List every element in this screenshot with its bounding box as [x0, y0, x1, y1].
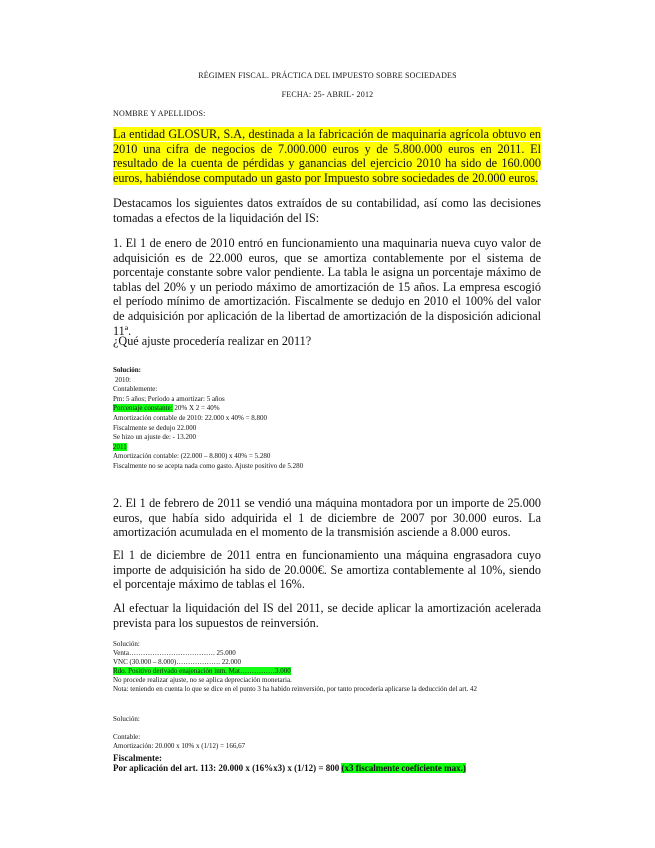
solution-1-block	[113, 366, 533, 472]
intro-lead: Destacamos los siguientes datos extraídos de su contabilidad, así como las decisiones tomadas a efectos de la liquidación del IS:	[113, 196, 541, 225]
name-label: NOMBRE Y APELLIDOS:	[113, 109, 206, 118]
solution-3-aplicacion-row	[113, 763, 466, 774]
solution-1-fiscal-2011: Fiscalmente no se acepta nada como gasto. Ajuste positivo de 5.280	[113, 461, 304, 470]
solution-3-contable: Contable:	[113, 733, 141, 741]
solution-2-heading: Solución:	[113, 640, 140, 648]
solution-2-nota: Nota: teniendo en cuenta lo que se dice en el punto 3 ha habido reinversión, por tanto procedería aplicarse la deducción del art. 42	[113, 685, 478, 693]
point-2-text-2: El 1 de diciembre de 2011 entra en funcionamiento una máquina engrasadora cuyo importe de adquisición ha sido de 20.000€. Se amortiza contablemente al 10%, siendo el porcentaje máximo de tablas el 16%.	[113, 548, 541, 592]
solution-3-aplicacion: Por aplicación del art. 113: 20.000 x (16%x3) x (1/12) = 800	[113, 763, 340, 773]
document-title: RÉGIMEN FISCAL. PRÁCTICA DEL IMPUESTO SOBRE SOCIEDADES	[198, 71, 457, 80]
solution-1-year-2011: 2011	[113, 442, 127, 451]
solution-1-ajuste: Se hizo un ajuste de: - 13.200	[113, 433, 197, 442]
solution-1-heading: Solución:	[113, 366, 142, 374]
solution-1-year-2010: 2010:	[115, 375, 131, 384]
solution-2-rdo: Rdo. Positivo derivado enajenación inm. Mat……………3.000	[113, 667, 291, 675]
solution-1-amort-2010: Amortización contable de 2010: 22.000 x 40% = 8.800	[113, 413, 268, 422]
solution-1-amort-2011: Amortización contable: (22.000 – 8.800) x 40% = 5.280	[113, 452, 271, 461]
porcentaje-value: 20% X 2 = 40%	[172, 404, 220, 413]
solution-3-heading: Solución:	[113, 715, 140, 723]
solution-2-vnc: VNC (30.000 – 8.000)………………. 22.000	[113, 658, 241, 666]
intro-highlighted-text: La entidad GLOSUR, S.A, destinada a la fabricación de maquinaria agrícola obtuvo en 2010 una cifra de negocios de 7.000.000 euros y de 5.800.000 euros en 2011. El resultado de la cuenta de pérdidas y ganancias del ejercicio 2010 ha sido de 160.000 euros, habiéndose computado un gasto por Impuesto sobre sociedades de 20.000 euros.	[113, 127, 541, 185]
porcentaje-label: Porcentaje constante:	[113, 404, 173, 413]
solution-2-rdo-row	[113, 667, 543, 676]
point-1-question: ¿Qué ajuste procedería realizar en 2011?	[113, 334, 312, 348]
solution-1-year-2011-row	[113, 443, 533, 453]
solution-1-fiscal: Fiscalmente se dedujo 22.000	[113, 423, 197, 432]
solution-1-pm: Pm: 5 años; Período a amortizar: 5 años	[113, 394, 225, 403]
intro-paragraph	[113, 127, 541, 185]
solution-3-block	[113, 733, 543, 751]
solution-1-porcentaje	[113, 404, 533, 414]
point-2-text-3: Al efectuar la liquidación del IS del 2011, se decide aplicar la amortización acelerada prevista para los supuestos de reinversión.	[113, 601, 541, 630]
solution-3-fiscal-label: Fiscalmente:	[113, 753, 162, 763]
document-date: FECHA: 25- ABRIL- 2012	[281, 90, 374, 99]
solution-3-amort: Amortización: 20.000 x 10% x (1/12) = 166,67	[113, 742, 246, 750]
point-2-text: 2. El 1 de febrero de 2011 se vendió una máquina montadora por un importe de 25.000 euros, que había sido adquirida el 1 de diciembre de 2007 por 30.000 euros. La amortización acumulada en el momento de la transmisión asciende a 8.000 euros.	[113, 496, 541, 540]
solution-3-highlight: (x3 fiscalmente coeficiente max.)	[341, 763, 466, 773]
solution-2-no-procede: No procede realizar ajuste, no se aplica depreciación monetaria.	[113, 676, 292, 684]
solution-1-contable: Contablemente:	[113, 385, 158, 394]
solution-2-block	[113, 640, 543, 694]
solution-2-venta: Venta………………………………. 25.000	[113, 649, 236, 657]
point-1-text: 1. El 1 de enero de 2010 entró en funcionamiento una maquinaria nueva cuyo valor de adquisición es de 22.000 euros, que se amortiza contablemente por el sistema de porcentaje constante sobre valor pendiente. La tabla le asigna un porcentaje máximo de tablas del 20% y un periodo máximo de amortización de 15 años. La empresa escogió el período mínimo de amortización. Fiscalmente se dedujo en 2010 el 100% del valor de adquisición por aplicación de la libertad de amortización de la disposición adicional 11ª.	[113, 236, 541, 338]
